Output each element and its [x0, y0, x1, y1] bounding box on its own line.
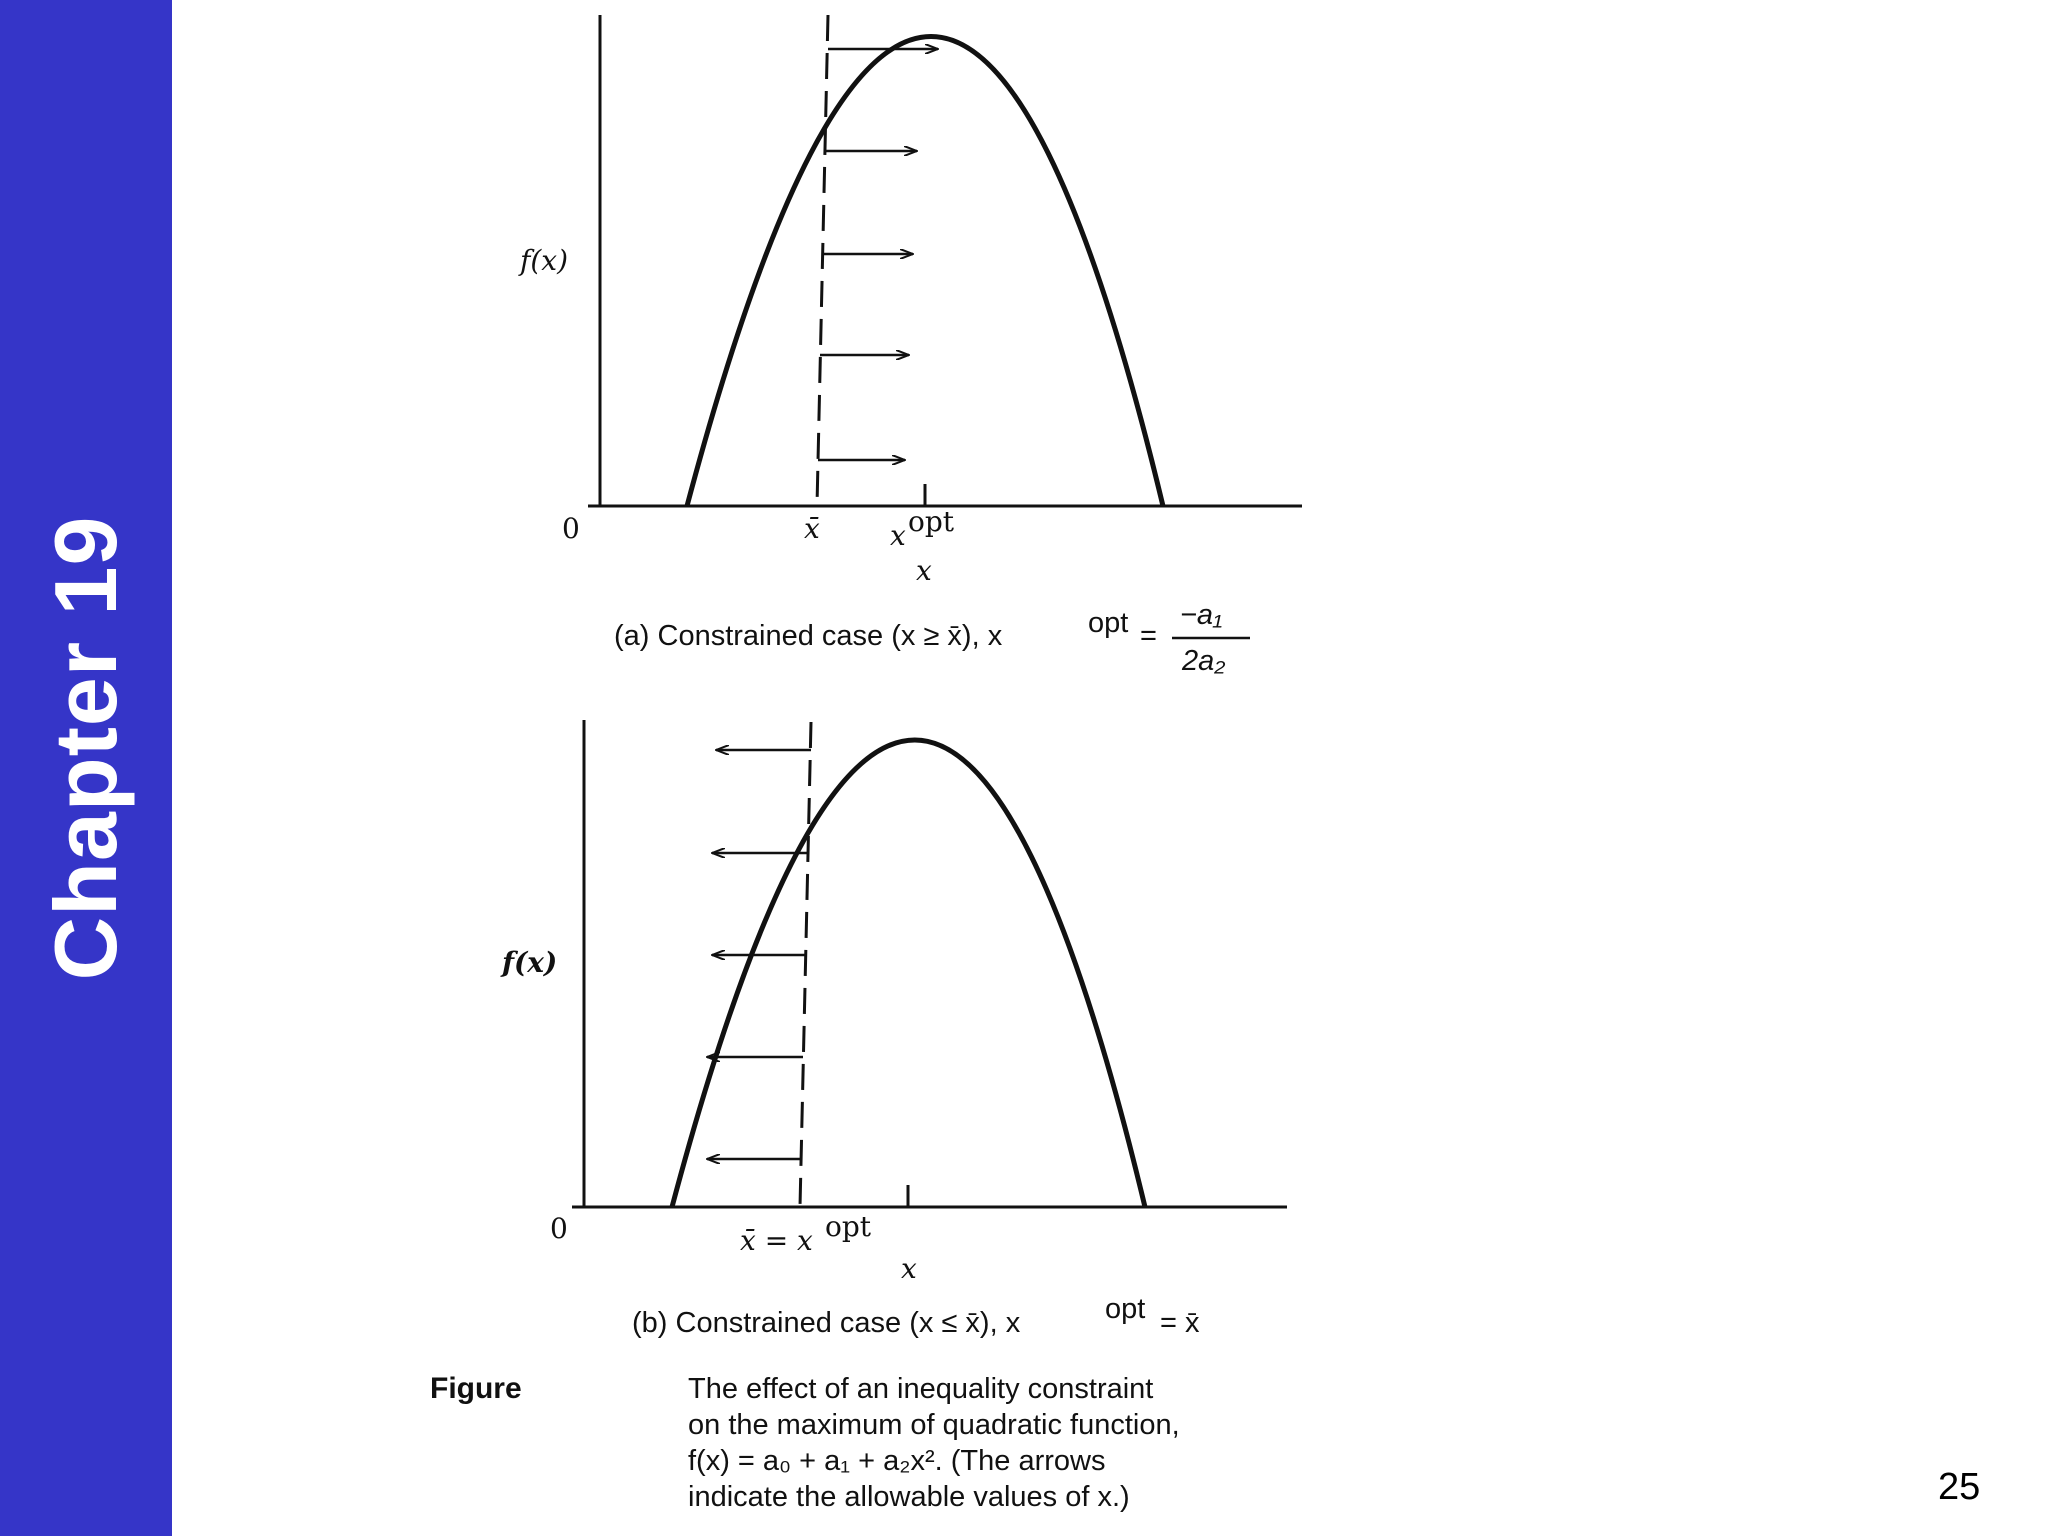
- figure-caption-line: f(x) = a₀ + a₁ + a₂x². (The arrows: [688, 1445, 1106, 1477]
- panel-a-origin: 0: [562, 512, 580, 545]
- figure-caption: [430, 1372, 1180, 1513]
- panel-a: [518, 15, 1302, 677]
- panel-a-caption-eq: =: [1140, 620, 1157, 652]
- figure-caption-label: Figure: [430, 1372, 522, 1405]
- figure-caption-line: indicate the allowable values of x.): [688, 1481, 1130, 1513]
- panel-a-caption-denominator: 2a₂: [1182, 645, 1226, 677]
- chapter-title: Chapter 19: [36, 515, 135, 981]
- panel-a-caption-numerator: −a₁: [1180, 599, 1223, 631]
- panel-b: [500, 720, 1287, 1339]
- panel-a-xopt-label: x: [890, 519, 906, 552]
- panel-a-caption-sup: opt: [1088, 607, 1129, 639]
- panel-b-caption-sup: opt: [1105, 1293, 1146, 1325]
- panel-a-ylabel: f(x): [520, 244, 569, 277]
- panel-b-xbar-eq-label: x̄ = x: [740, 1224, 813, 1257]
- panel-a-xbar-label: x̄: [804, 512, 820, 545]
- panel-b-origin: 0: [550, 1212, 568, 1245]
- panel-b-xaxis-label: x: [901, 1252, 917, 1285]
- panel-b-constraint-line: [800, 722, 811, 1207]
- panel-a-constraint-line: [817, 15, 828, 506]
- panel-a-xopt-sup: opt: [908, 505, 955, 538]
- panel-a-caption: (a) Constrained case (x ≥ x̄), x: [614, 620, 1003, 652]
- panel-a-parabola: [687, 37, 1163, 507]
- panel-b-caption: (b) Constrained case (x ≤ x̄), x: [632, 1307, 1021, 1339]
- page-number: 25: [1938, 1466, 1981, 1508]
- figure-caption-line: The effect of an inequality constraint: [688, 1373, 1154, 1405]
- panel-b-parabola: [672, 740, 1145, 1207]
- panel-b-xbar-eq-sup: opt: [825, 1210, 872, 1243]
- panel-b-ylabel: f(x): [502, 946, 558, 979]
- panel-a-xaxis-label: x: [916, 554, 932, 587]
- panel-b-arrows: [707, 750, 811, 1159]
- panel-b-caption-tail: = x̄: [1160, 1307, 1200, 1339]
- figure-caption-line: on the maximum of quadratic function,: [688, 1409, 1180, 1441]
